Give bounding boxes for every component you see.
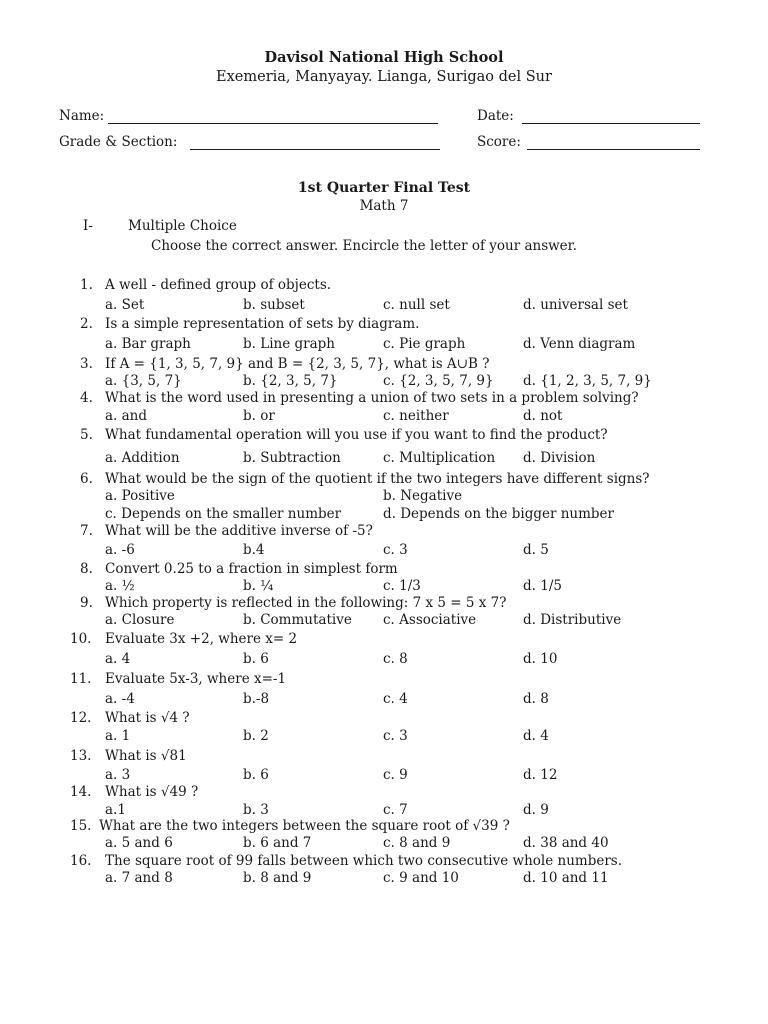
- question-text: The square root of 99 falls between which two consecutive whole numbers.: [105, 853, 623, 869]
- question-number: 14.: [70, 784, 92, 800]
- answer-option[interactable]: d. Division: [523, 450, 596, 466]
- answer-option[interactable]: c. 9: [383, 767, 408, 783]
- question-text: What are the two integers between the square root of √39 ?: [99, 818, 510, 834]
- question-number: 16.: [70, 853, 92, 869]
- answer-option[interactable]: d. not: [523, 408, 563, 424]
- answer-option[interactable]: a. Closure: [105, 612, 175, 628]
- question-number: 12.: [70, 710, 92, 726]
- question-text: If A = {1, 3, 5, 7, 9} and B = {2, 3, 5, 7}, what is A∪B ?: [105, 356, 490, 372]
- score-blank[interactable]: [527, 149, 700, 150]
- grade-section-blank[interactable]: [190, 149, 440, 150]
- answer-option[interactable]: d. 9: [523, 802, 549, 818]
- question-number: 10.: [70, 631, 92, 647]
- part-number: I-: [83, 218, 93, 234]
- answer-option[interactable]: d. 38 and 40: [523, 835, 609, 851]
- answer-option[interactable]: c. Depends on the smaller number: [105, 506, 342, 522]
- answer-option[interactable]: c. Pie graph: [383, 336, 466, 352]
- answer-option[interactable]: a. Bar graph: [105, 336, 191, 352]
- answer-option[interactable]: b. subset: [243, 297, 305, 313]
- answer-option[interactable]: b. or: [243, 408, 275, 424]
- answer-option[interactable]: b.-8: [243, 691, 270, 707]
- answer-option[interactable]: c. 7: [383, 802, 408, 818]
- answer-option[interactable]: a. Set: [105, 297, 145, 313]
- answer-option[interactable]: d. 4: [523, 728, 549, 744]
- answer-option[interactable]: b. ¼: [243, 578, 274, 594]
- answer-option[interactable]: b.4: [243, 542, 265, 558]
- name-label: Name:: [59, 108, 105, 124]
- answer-option[interactable]: c. {2, 3, 5, 7, 9}: [383, 373, 494, 389]
- test-subject: Math 7: [359, 198, 409, 214]
- answer-option[interactable]: a. 5 and 6: [105, 835, 173, 851]
- answer-option[interactable]: d. 1/5: [523, 578, 562, 594]
- question-text: What will be the additive inverse of -5?: [105, 523, 373, 539]
- answer-option[interactable]: a. ½: [105, 578, 135, 594]
- answer-option[interactable]: c. 3: [383, 542, 408, 558]
- question-text: What is √49 ?: [105, 784, 199, 800]
- answer-option[interactable]: a. 1: [105, 728, 131, 744]
- answer-option[interactable]: b. 6: [243, 651, 269, 667]
- question-number: 9.: [80, 595, 93, 611]
- answer-option[interactable]: a. 4: [105, 651, 131, 667]
- answer-option[interactable]: b. Commutative: [243, 612, 352, 628]
- question-number: 6.: [80, 471, 93, 487]
- answer-option[interactable]: a. Addition: [105, 450, 180, 466]
- question-text: Evaluate 5x-3, where x=-1: [105, 671, 287, 687]
- question-number: 5.: [80, 427, 93, 443]
- answer-option[interactable]: d. Distributive: [523, 612, 622, 628]
- question-text: What is the word used in presenting a union of two sets in a problem solving?: [105, 390, 639, 406]
- answer-option[interactable]: b. Line graph: [243, 336, 335, 352]
- answer-option[interactable]: b. 2: [243, 728, 269, 744]
- question-number: 11.: [70, 671, 92, 687]
- answer-option[interactable]: c. 3: [383, 728, 408, 744]
- part-title: Multiple Choice: [128, 218, 237, 234]
- question-number: 8.: [80, 561, 93, 577]
- name-blank[interactable]: [108, 123, 438, 124]
- answer-option[interactable]: a. and: [105, 408, 148, 424]
- question-text: What fundamental operation will you use if you want to find the product?: [105, 427, 608, 443]
- answer-option[interactable]: b. {2, 3, 5, 7}: [243, 373, 338, 389]
- answer-option[interactable]: a. 7 and 8: [105, 870, 173, 886]
- answer-option[interactable]: c. 1/3: [383, 578, 421, 594]
- answer-option[interactable]: a. -6: [105, 542, 135, 558]
- answer-option[interactable]: a. Positive: [105, 488, 175, 504]
- answer-option[interactable]: c. null set: [383, 297, 450, 313]
- answer-option[interactable]: b. 8 and 9: [243, 870, 312, 886]
- score-label: Score:: [477, 134, 521, 150]
- answer-option[interactable]: d. 5: [523, 542, 549, 558]
- question-text: A well - defined group of objects.: [105, 277, 332, 293]
- question-number: 13.: [70, 748, 92, 764]
- school-name: Davisol National High School: [264, 49, 504, 66]
- question-text: Is a simple representation of sets by diagram.: [105, 316, 420, 332]
- answer-option[interactable]: a.1: [105, 802, 126, 818]
- question-text: Evaluate 3x +2, where x= 2: [105, 631, 298, 647]
- answer-option[interactable]: b. 3: [243, 802, 269, 818]
- question-number: 1.: [80, 277, 93, 293]
- answer-option[interactable]: b. Subtraction: [243, 450, 341, 466]
- answer-option[interactable]: d. 8: [523, 691, 549, 707]
- question-text: What is √81: [105, 748, 187, 764]
- answer-option[interactable]: c. Multiplication: [383, 450, 496, 466]
- answer-option[interactable]: a. -4: [105, 691, 135, 707]
- answer-option[interactable]: c. Associative: [383, 612, 477, 628]
- question-text: Which property is reflected in the following: 7 x 5 = 5 x 7?: [105, 595, 507, 611]
- answer-option[interactable]: d. universal set: [523, 297, 628, 313]
- answer-option[interactable]: b. 6: [243, 767, 269, 783]
- answer-option[interactable]: d. Depends on the bigger number: [383, 506, 614, 522]
- answer-option[interactable]: d. 12: [523, 767, 558, 783]
- question-number: 2.: [80, 316, 93, 332]
- question-number: 4.: [80, 390, 93, 406]
- answer-option[interactable]: c. 8: [383, 651, 408, 667]
- answer-option[interactable]: c. 4: [383, 691, 408, 707]
- answer-option[interactable]: c. neither: [383, 408, 449, 424]
- date-blank[interactable]: [522, 123, 700, 124]
- answer-option[interactable]: a. 3: [105, 767, 131, 783]
- question-number: 15.: [70, 818, 92, 834]
- school-address: Exemeria, Manyayay. Lianga, Surigao del Sur: [216, 69, 552, 85]
- grade-section-label: Grade & Section:: [59, 134, 178, 150]
- answer-option[interactable]: d. 10: [523, 651, 558, 667]
- question-text: Convert 0.25 to a fraction in simplest form: [105, 561, 398, 577]
- instructions: Choose the correct answer. Encircle the letter of your answer.: [151, 238, 577, 254]
- answer-option[interactable]: b. Negative: [383, 488, 463, 504]
- answer-option[interactable]: c. 9 and 10: [383, 870, 459, 886]
- answer-option[interactable]: c. 8 and 9: [383, 835, 451, 851]
- question-text: What is √4 ?: [105, 710, 190, 726]
- test-title: 1st Quarter Final Test: [297, 180, 471, 196]
- question-number: 3.: [80, 356, 93, 372]
- question-text: What would be the sign of the quotient if the two integers have different signs?: [105, 471, 650, 487]
- answer-option[interactable]: d. Venn diagram: [523, 336, 636, 352]
- answer-option[interactable]: d. {1, 2, 3, 5, 7, 9}: [523, 373, 652, 389]
- answer-option[interactable]: a. {3, 5, 7}: [105, 373, 182, 389]
- answer-option[interactable]: d. 10 and 11: [523, 870, 609, 886]
- date-label: Date:: [477, 108, 514, 124]
- answer-option[interactable]: b. 6 and 7: [243, 835, 312, 851]
- question-number: 7.: [80, 523, 93, 539]
